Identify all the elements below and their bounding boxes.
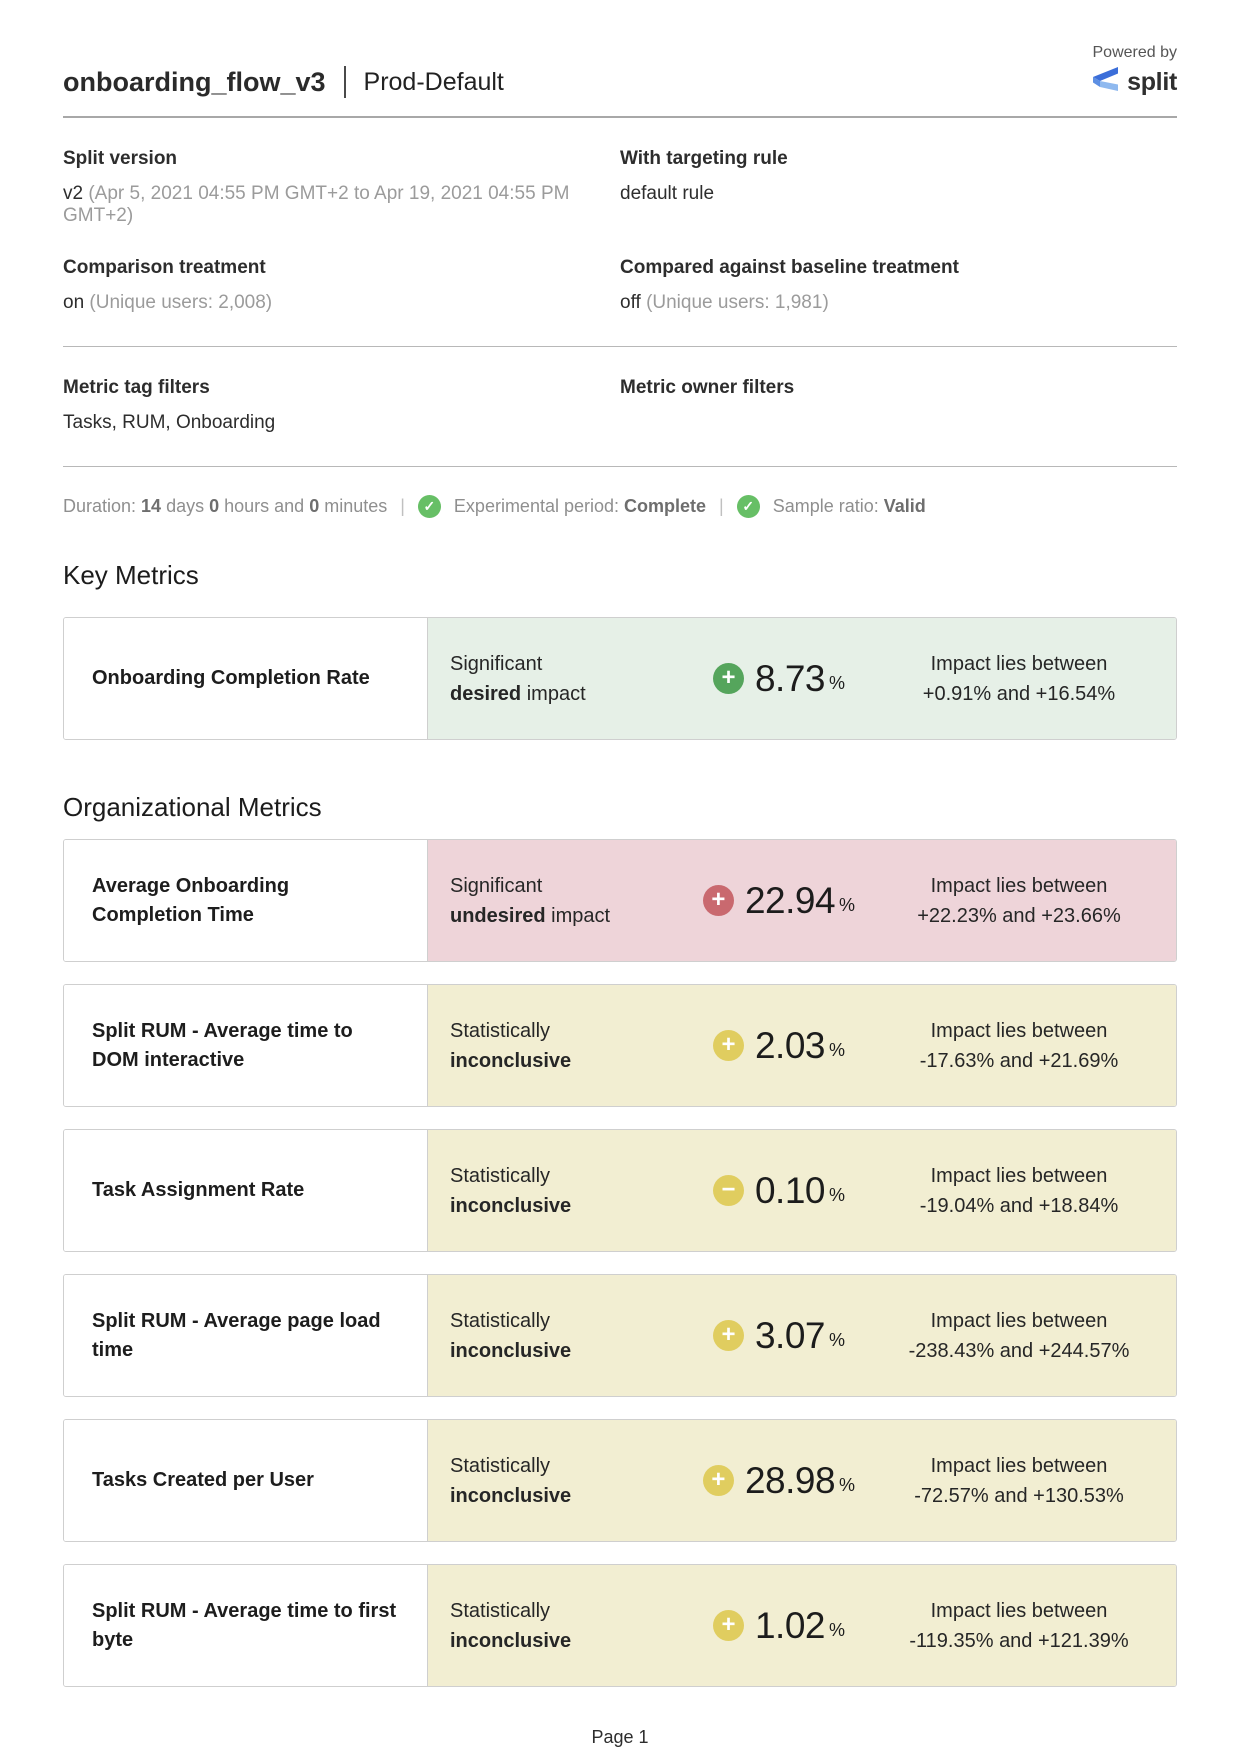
divider <box>63 346 1177 347</box>
impact-number: 0.10 <box>754 1170 825 1211</box>
significance-line2 <box>450 1626 670 1656</box>
impact-range <box>888 1306 1150 1366</box>
status-bar <box>63 495 1177 518</box>
significance-bold: inconclusive <box>450 1629 572 1652</box>
metric-tag-filters-value: Tasks, RUM, Onboarding <box>63 412 276 433</box>
impact-range <box>888 1451 1150 1511</box>
impact-range-line2: -238.43% and +244.57% <box>908 1339 1130 1362</box>
impact-number: 22.94 <box>744 880 836 921</box>
split-version-value <box>63 183 620 227</box>
powered-by-label: Powered by <box>1092 44 1177 61</box>
targeting-rule-block <box>620 148 1177 227</box>
impact-range-line2: -72.57% and +130.53% <box>914 1484 1124 1507</box>
metric-result <box>428 618 1176 739</box>
detail-row-filters <box>63 377 1177 434</box>
metric-name-cell <box>64 1275 428 1396</box>
significance-line1: Significant <box>450 652 543 675</box>
plus-icon: + <box>713 663 744 694</box>
impact-range-line1: Impact lies between <box>930 1019 1108 1042</box>
impact-range-line2: -19.04% and +18.84% <box>919 1194 1119 1217</box>
significance-bold: inconclusive <box>450 1049 572 1072</box>
impact-value-group <box>670 660 888 697</box>
sample-ratio-value: Valid <box>883 496 926 516</box>
significance-line1: Statistically <box>450 1454 551 1477</box>
metric-name-label: Split RUM - Average time to first byte <box>92 1599 397 1651</box>
significance-line1: Statistically <box>450 1599 551 1622</box>
sample-ratio-label: Sample ratio: <box>772 496 884 516</box>
impact-range-line1: Impact lies between <box>930 874 1108 897</box>
detail-row-treatments <box>63 257 1177 314</box>
page-number: Page 1 <box>591 1727 649 1747</box>
impact-number: 3.07 <box>754 1315 825 1356</box>
metric-result <box>428 1565 1176 1686</box>
metric-name-cell <box>64 1565 428 1686</box>
impact-unit: % <box>839 895 856 915</box>
duration-hours: 0 <box>209 496 220 516</box>
metric-card-onboarding-completion-rate <box>63 617 1177 740</box>
metric-result <box>428 1420 1176 1541</box>
plus-icon: + <box>713 1610 744 1641</box>
impact-unit: % <box>829 1620 846 1640</box>
significance-line1: Statistically <box>450 1164 551 1187</box>
significance-text <box>450 1161 670 1221</box>
check-icon: ✓ <box>737 495 760 518</box>
significance-line2 <box>450 1046 670 1076</box>
impact-range-line1: Impact lies between <box>930 1164 1108 1187</box>
impact-range-line2: -17.63% and +21.69% <box>919 1049 1119 1072</box>
impact-value-group <box>670 1317 888 1354</box>
metric-card-average-onboarding-completion-time <box>63 839 1177 962</box>
separator: | <box>719 496 724 516</box>
significance-bold: inconclusive <box>450 1339 572 1362</box>
report-header <box>63 66 1177 118</box>
metric-name-cell <box>64 985 428 1106</box>
impact-range-line2: +22.23% and +23.66% <box>917 904 1121 927</box>
impact-range-line2: -119.35% and +121.39% <box>909 1629 1129 1652</box>
metric-name-cell <box>64 1130 428 1251</box>
impact-range-line1: Impact lies between <box>930 1599 1108 1622</box>
significance-rest: impact <box>545 904 611 927</box>
duration-days: 14 <box>141 496 162 516</box>
impact-range-line1: Impact lies between <box>930 652 1108 675</box>
plus-icon: + <box>703 1465 734 1496</box>
metric-result <box>428 1130 1176 1251</box>
impact-unit: % <box>829 1185 846 1205</box>
significance-line1: Statistically <box>450 1309 551 1332</box>
impact-range <box>888 649 1150 709</box>
significance-line1: Significant <box>450 874 543 897</box>
comparison-unique-users: (Unique users: 2,008) <box>89 292 273 313</box>
metric-card-task-assignment-rate <box>63 1129 1177 1252</box>
targeting-rule-value: default rule <box>620 183 715 204</box>
impact-range-line2: +0.91% and +16.54% <box>922 682 1116 705</box>
split-brand <box>1090 67 1177 98</box>
separator: | <box>400 496 405 516</box>
metric-result <box>428 840 1176 961</box>
detail-row-version <box>63 148 1177 227</box>
significance-text <box>450 649 670 709</box>
impact-range <box>888 871 1150 931</box>
comparison-treatment-value <box>63 292 620 314</box>
impact-range-line1: Impact lies between <box>930 1309 1108 1332</box>
duration-label: Duration: <box>63 496 142 516</box>
significance-line2 <box>450 679 670 709</box>
metric-name-label: Split RUM - Average time to DOM interactive <box>92 1019 353 1071</box>
impact-unit: % <box>829 1040 846 1060</box>
impact-value-group <box>670 1462 888 1499</box>
split-version-period: (Apr 5, 2021 04:55 PM GMT+2 to Apr 19, 2021 04:55 PM GMT+2) <box>63 183 570 226</box>
significance-line2 <box>450 1191 670 1221</box>
metric-name-label: Onboarding Completion Rate <box>92 667 370 689</box>
split-version-block <box>63 148 620 227</box>
significance-bold: undesired <box>450 904 546 927</box>
baseline-treatment-name: off <box>620 292 641 313</box>
significance-bold: desired <box>450 682 522 705</box>
significance-bold: inconclusive <box>450 1194 572 1217</box>
significance-text <box>450 1016 670 1076</box>
check-icon: ✓ <box>418 495 441 518</box>
significance-line1: Statistically <box>450 1019 551 1042</box>
experimental-period-text <box>454 496 706 517</box>
metric-tag-filters-label: Metric tag filters <box>63 377 210 398</box>
impact-range <box>888 1161 1150 1221</box>
significance-line2 <box>450 1336 670 1366</box>
significance-text <box>450 1451 670 1511</box>
impact-unit: % <box>839 1475 856 1495</box>
plus-icon: + <box>713 1320 744 1351</box>
impact-range <box>888 1596 1150 1656</box>
title-group <box>63 66 504 98</box>
organizational-metrics-heading: Organizational Metrics <box>63 792 322 822</box>
minus-icon: − <box>713 1175 744 1206</box>
metric-card-split-rum-first-byte <box>63 1564 1177 1687</box>
metric-card-split-rum-dom-interactive <box>63 984 1177 1107</box>
metric-owner-filters-label: Metric owner filters <box>620 377 795 398</box>
impact-number: 1.02 <box>754 1605 825 1646</box>
baseline-treatment-label: Compared against baseline treatment <box>620 257 959 278</box>
metric-owner-filters-block <box>620 377 1177 434</box>
duration-days-unit: days <box>161 496 210 516</box>
metric-name-cell <box>64 840 428 961</box>
significance-line2 <box>450 901 670 931</box>
comparison-treatment-label: Comparison treatment <box>63 257 266 278</box>
metric-card-tasks-created-per-user <box>63 1419 1177 1542</box>
metric-name-label: Tasks Created per User <box>92 1469 314 1491</box>
split-wordmark: split <box>1127 67 1177 96</box>
split-name-title: onboarding_flow_v3 <box>63 66 326 97</box>
plus-icon: + <box>703 885 734 916</box>
impact-unit: % <box>829 673 846 693</box>
impact-number: 8.73 <box>754 658 825 699</box>
impact-value-group <box>670 1172 888 1209</box>
impact-value-group <box>670 1607 888 1644</box>
impact-number: 2.03 <box>754 1025 825 1066</box>
metric-result <box>428 985 1176 1106</box>
metric-owner-filters-value <box>620 412 1177 434</box>
split-logo-icon <box>1090 67 1120 98</box>
split-version-number: v2 <box>63 183 84 204</box>
comparison-treatment-name: on <box>63 292 85 313</box>
impact-value-group <box>670 882 888 919</box>
environment-title: Prod-Default <box>363 67 504 96</box>
targeting-rule-label: With targeting rule <box>620 148 788 169</box>
significance-text <box>450 1596 670 1656</box>
metric-name-cell <box>64 618 428 739</box>
split-version-label: Split version <box>63 148 178 169</box>
organizational-metrics-list <box>63 839 1177 1687</box>
duration-text <box>63 496 387 517</box>
sample-ratio-text <box>773 496 926 517</box>
metric-name-label: Task Assignment Rate <box>92 1179 305 1201</box>
metric-name-cell <box>64 1420 428 1541</box>
plus-icon: + <box>713 1030 744 1061</box>
duration-minutes: 0 <box>309 496 320 516</box>
impact-range-line1: Impact lies between <box>930 1454 1108 1477</box>
significance-line2 <box>450 1481 670 1511</box>
baseline-treatment-block <box>620 257 1177 314</box>
divider <box>63 466 1177 467</box>
impact-range <box>888 1016 1150 1076</box>
baseline-unique-users: (Unique users: 1,981) <box>646 292 829 313</box>
duration-hours-unit: hours and <box>219 496 310 516</box>
duration-minutes-unit: minutes <box>319 496 388 516</box>
significance-bold: inconclusive <box>450 1484 572 1507</box>
metric-result <box>428 1275 1176 1396</box>
impact-value-group <box>670 1027 888 1064</box>
baseline-treatment-value <box>620 292 1177 314</box>
significance-rest: impact <box>521 682 586 705</box>
significance-text <box>450 871 670 931</box>
title-divider <box>344 66 346 98</box>
key-metrics-heading: Key Metrics <box>63 560 199 590</box>
experimental-period-value: Complete <box>624 496 707 516</box>
significance-text <box>450 1306 670 1366</box>
metric-card-split-rum-page-load <box>63 1274 1177 1397</box>
impact-number: 28.98 <box>744 1460 836 1501</box>
metric-name-label: Split RUM - Average page load time <box>92 1309 381 1361</box>
metric-tag-filters-block <box>63 377 620 434</box>
metric-name-label: Average Onboarding Completion Time <box>92 874 290 926</box>
impact-unit: % <box>829 1330 846 1350</box>
experimental-period-label: Experimental period: <box>453 496 625 516</box>
comparison-treatment-block <box>63 257 620 314</box>
